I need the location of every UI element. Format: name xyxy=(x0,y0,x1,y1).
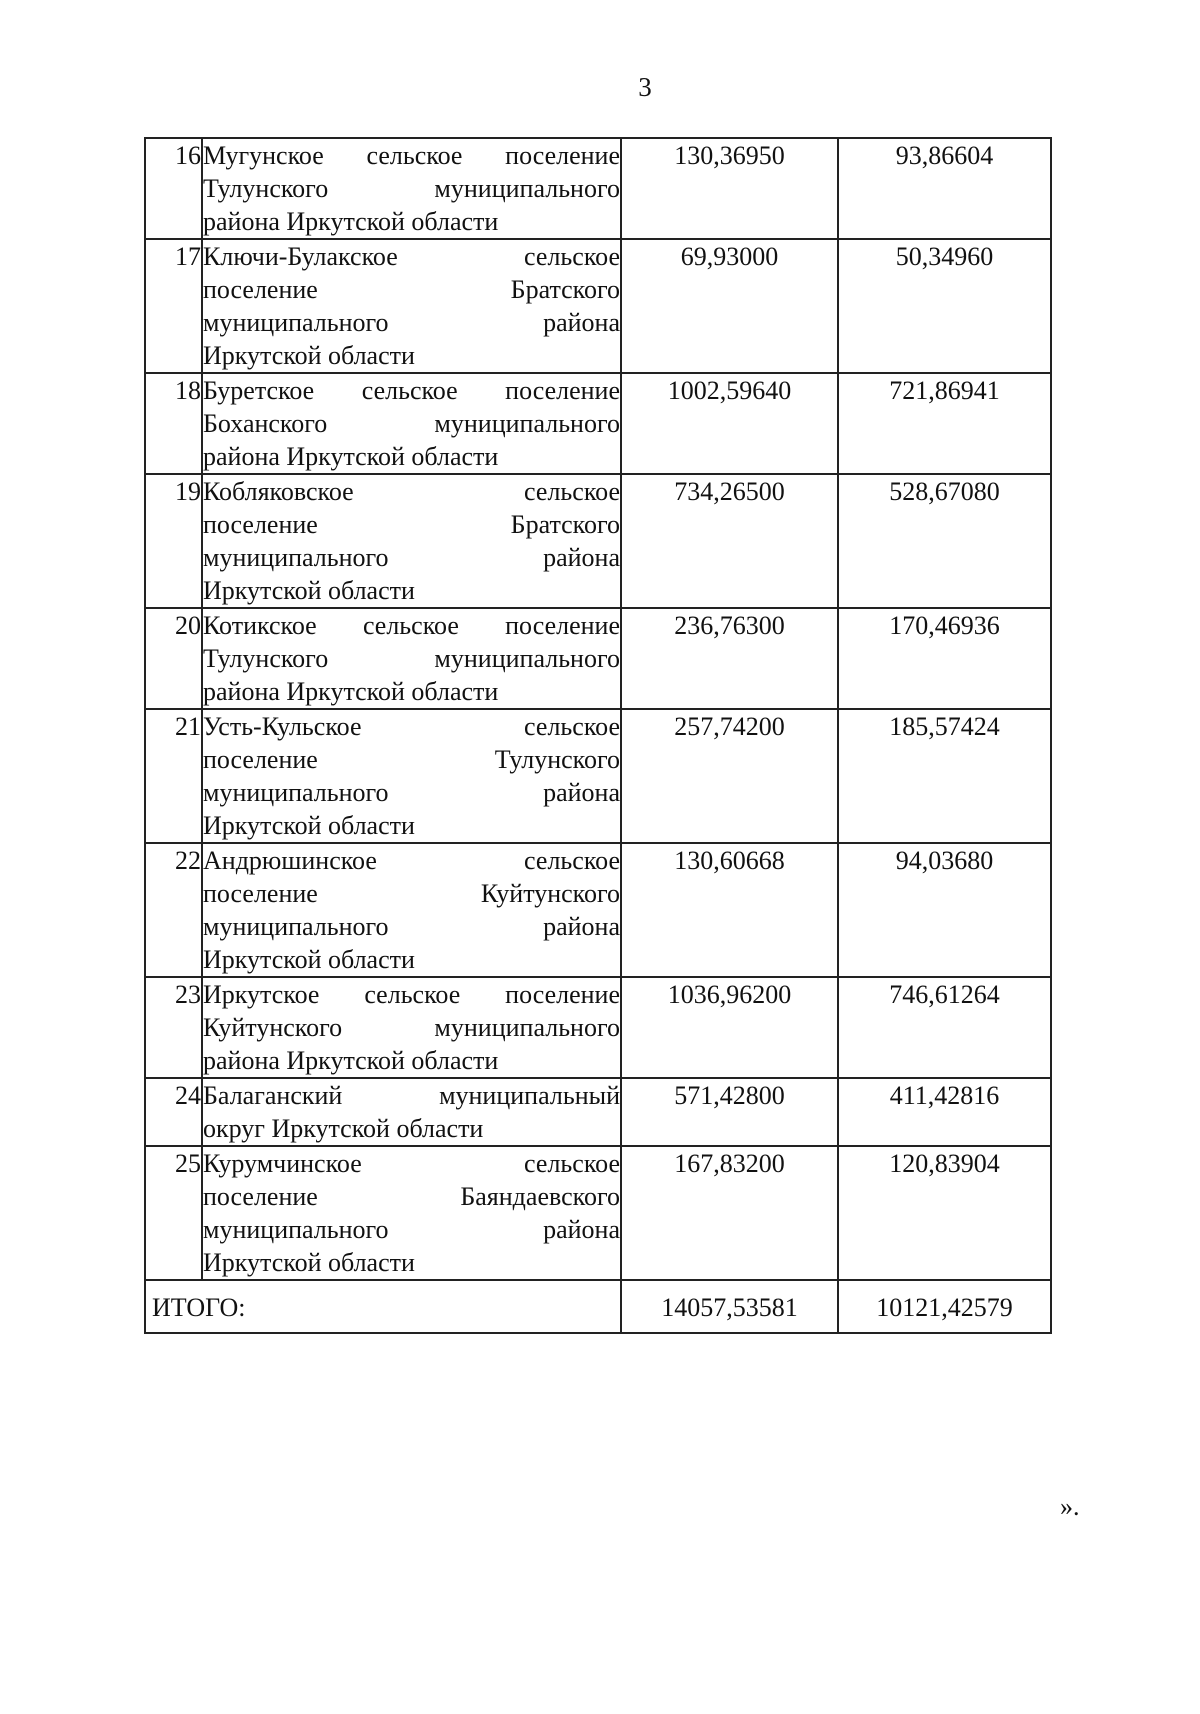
settlement-name-line: муниципального района xyxy=(203,778,620,807)
row-value1: 571,42800 xyxy=(621,1078,838,1146)
settlement-name-line: поселение Баяндаевского xyxy=(203,1182,620,1211)
row-value2: 746,61264 xyxy=(838,977,1051,1078)
row-value2: 528,67080 xyxy=(838,474,1051,608)
settlement-name-line: Иркутской области xyxy=(203,341,415,370)
settlement-name xyxy=(202,843,621,977)
settlement-name xyxy=(202,373,621,474)
settlement-name xyxy=(202,977,621,1078)
settlement-name xyxy=(202,474,621,608)
table-body xyxy=(145,138,1051,1280)
row-value1: 69,93000 xyxy=(621,239,838,373)
settlement-name-line: муниципального района xyxy=(203,308,620,337)
settlement-name-line: муниципального района xyxy=(203,1215,620,1244)
settlement-name-line: района Иркутской области xyxy=(203,207,499,236)
allocation-table xyxy=(144,137,1052,1334)
row-value2: 50,34960 xyxy=(838,239,1051,373)
settlement-name-line: района Иркутской области xyxy=(203,1046,499,1075)
settlement-name-line: Тулунского муниципального xyxy=(203,174,620,203)
row-value1: 1002,59640 xyxy=(621,373,838,474)
settlement-name-line: Андрюшинское сельское xyxy=(203,846,620,875)
table-row xyxy=(145,1146,1051,1280)
closing-quote: ». xyxy=(1060,1492,1080,1521)
settlement-name xyxy=(202,1078,621,1146)
settlement-name-line: Боханского муниципального xyxy=(203,409,620,438)
settlement-name-line: поселение Братского xyxy=(203,275,620,304)
settlement-name-line: Тулунского муниципального xyxy=(203,644,620,673)
row-value1: 257,74200 xyxy=(621,709,838,843)
table-row xyxy=(145,608,1051,709)
row-number: 19 xyxy=(145,474,202,608)
row-number: 24 xyxy=(145,1078,202,1146)
table-row xyxy=(145,239,1051,373)
settlement-name-line: района Иркутской области xyxy=(203,442,499,471)
row-value2: 411,42816 xyxy=(838,1078,1051,1146)
settlement-name-line: Буретское сельское поселение xyxy=(203,376,620,405)
row-value2: 93,86604 xyxy=(838,138,1051,239)
settlement-name-line: поселение Куйтунского xyxy=(203,879,620,908)
settlement-name-line: муниципального района xyxy=(203,543,620,572)
settlement-name-line: округ Иркутской области xyxy=(203,1114,484,1143)
settlement-name xyxy=(202,709,621,843)
settlement-name-line: Иркутской области xyxy=(203,945,415,974)
settlement-name-line: Иркутской области xyxy=(203,576,415,605)
total-row xyxy=(145,1280,1051,1333)
settlement-name xyxy=(202,608,621,709)
row-value1: 1036,96200 xyxy=(621,977,838,1078)
row-value2: 120,83904 xyxy=(838,1146,1051,1280)
settlement-name xyxy=(202,239,621,373)
table-row xyxy=(145,474,1051,608)
settlement-name-line: поселение Братского xyxy=(203,510,620,539)
total-label: ИТОГО: xyxy=(145,1280,621,1333)
row-value2: 185,57424 xyxy=(838,709,1051,843)
settlement-name-line: Иркутское сельское поселение xyxy=(203,980,620,1009)
settlement-name-line: Иркутской области xyxy=(203,1248,415,1277)
table-row xyxy=(145,373,1051,474)
row-number: 18 xyxy=(145,373,202,474)
settlement-name-line: района Иркутской области xyxy=(203,677,499,706)
settlement-name-line: Кобляковское сельское xyxy=(203,477,620,506)
row-number: 22 xyxy=(145,843,202,977)
table-row xyxy=(145,709,1051,843)
row-number: 20 xyxy=(145,608,202,709)
total-value1: 14057,53581 xyxy=(621,1280,838,1333)
row-number: 23 xyxy=(145,977,202,1078)
row-value1: 130,36950 xyxy=(621,138,838,239)
settlement-name xyxy=(202,1146,621,1280)
row-value2: 94,03680 xyxy=(838,843,1051,977)
settlement-name-line: Курумчинское сельское xyxy=(203,1149,620,1178)
row-value1: 734,26500 xyxy=(621,474,838,608)
settlement-name xyxy=(202,138,621,239)
settlement-name-line: муниципального района xyxy=(203,912,620,941)
table-row xyxy=(145,1078,1051,1146)
settlement-name-line: Мугунское сельское поселение xyxy=(203,141,620,170)
table-row xyxy=(145,843,1051,977)
row-value1: 167,83200 xyxy=(621,1146,838,1280)
table-row xyxy=(145,977,1051,1078)
row-value1: 130,60668 xyxy=(621,843,838,977)
settlement-name-line: Балаганский муниципальный xyxy=(203,1081,620,1110)
row-value1: 236,76300 xyxy=(621,608,838,709)
row-value2: 170,46936 xyxy=(838,608,1051,709)
total-value2: 10121,42579 xyxy=(838,1280,1051,1333)
row-number: 17 xyxy=(145,239,202,373)
settlement-name-line: Куйтунского муниципального xyxy=(203,1013,620,1042)
page-number: 3 xyxy=(638,72,652,102)
settlement-name-line: Ключи-Булакское сельское xyxy=(203,242,620,271)
row-number: 16 xyxy=(145,138,202,239)
table-row xyxy=(145,138,1051,239)
settlement-name-line: Котикское сельское поселение xyxy=(203,611,620,640)
row-number: 21 xyxy=(145,709,202,843)
settlement-name-line: Усть-Кульское сельское xyxy=(203,712,620,741)
settlement-name-line: Иркутской области xyxy=(203,811,415,840)
settlement-name-line: поселение Тулунского xyxy=(203,745,620,774)
row-number: 25 xyxy=(145,1146,202,1280)
row-value2: 721,86941 xyxy=(838,373,1051,474)
